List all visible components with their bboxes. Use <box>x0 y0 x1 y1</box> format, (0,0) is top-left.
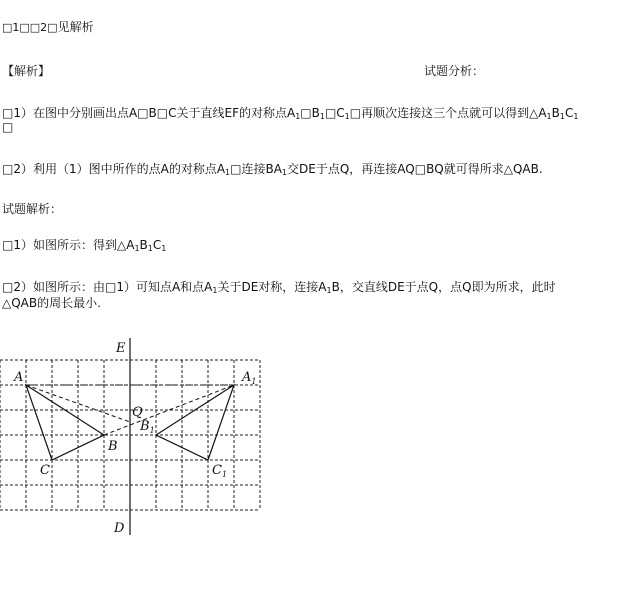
solution-1-text: 如图所示：得到△A <box>32 238 135 252</box>
triangle-abc <box>26 385 104 460</box>
label-c1 <box>212 463 227 479</box>
analysis-1-tb: B <box>551 106 560 120</box>
label-b1-main: B <box>140 419 150 434</box>
solution-label: 试题解析： <box>2 202 63 216</box>
analysis-2-text-b: □连接BA <box>230 162 282 176</box>
solution-2-line2: △QAB的周长最小. <box>2 296 101 310</box>
label-a: A <box>14 370 24 385</box>
analysis-right-text: 试题分析： <box>424 64 485 78</box>
dashed-b-a1 <box>104 385 234 435</box>
sub: 1 <box>326 286 332 295</box>
sub: 1 <box>559 112 565 121</box>
analysis-2-text-c: 交DE于点Q，再连接AQ□BQ就可得所求△QAB. <box>287 162 543 176</box>
triangle-a1b1c1 <box>156 385 234 460</box>
label-a1 <box>241 370 256 386</box>
label-c: C <box>40 463 50 478</box>
answer-prefix: □1□□2□ <box>2 21 58 34</box>
solution-2-num: □2） <box>2 280 33 294</box>
solution-1-tb: B <box>139 238 148 252</box>
label-e: E <box>116 341 126 356</box>
label-c1-main: C <box>212 463 222 478</box>
solution-2-text-b: 关于DE对称，连接A <box>217 280 327 294</box>
sub: 1 <box>225 168 231 177</box>
analysis-label: 【解析】 <box>2 64 51 78</box>
sub: 1 <box>147 244 153 253</box>
sub: 1 <box>319 112 325 121</box>
sub: 1 <box>134 244 140 253</box>
analysis-2-num: □2） <box>2 162 33 176</box>
sub: 1 <box>344 112 350 121</box>
analysis-1-num: □1） <box>2 106 33 120</box>
label-c1-sub: 1 <box>221 470 228 479</box>
solution-2-text-c: B，交直线DE于点Q，点Q即为所求，此时 <box>331 280 556 294</box>
solution-1-tc: C <box>152 238 162 252</box>
label-b1-sub: 1 <box>149 426 155 435</box>
analysis-1-tc: C <box>564 106 574 120</box>
sub: 1 <box>212 286 218 295</box>
sub: 1 <box>295 112 301 121</box>
label-q: Q <box>132 405 143 420</box>
analysis-1-text: 在图中分别画出点A□B□C关于直线EF的对称点A <box>32 106 296 120</box>
solution-2-text: 如图所示：由□1）可知点A和点A <box>32 280 213 294</box>
label-d: D <box>114 521 125 536</box>
label-b: B <box>108 439 118 454</box>
label-a1-sub: 1 <box>251 377 257 386</box>
analysis-2-text: 利用（1）图中所作的点A的对称点A <box>32 162 226 176</box>
analysis-1-text-b: □再顺次连接这三个点就可以得到△A <box>349 106 547 120</box>
sub: 1 <box>573 112 579 121</box>
analysis-1-sep2: □C <box>324 106 345 120</box>
sub: 1 <box>281 168 288 177</box>
label-a1-main: A <box>242 370 252 385</box>
solution-1-num: □1） <box>2 238 33 252</box>
label-b1 <box>139 419 155 435</box>
sub: 1 <box>161 244 167 253</box>
answer-text: 见解析 <box>57 20 94 34</box>
analysis-1-cont: □ <box>2 120 14 134</box>
analysis-1-sep1: □B <box>300 106 320 120</box>
sub: 1 <box>546 112 552 121</box>
